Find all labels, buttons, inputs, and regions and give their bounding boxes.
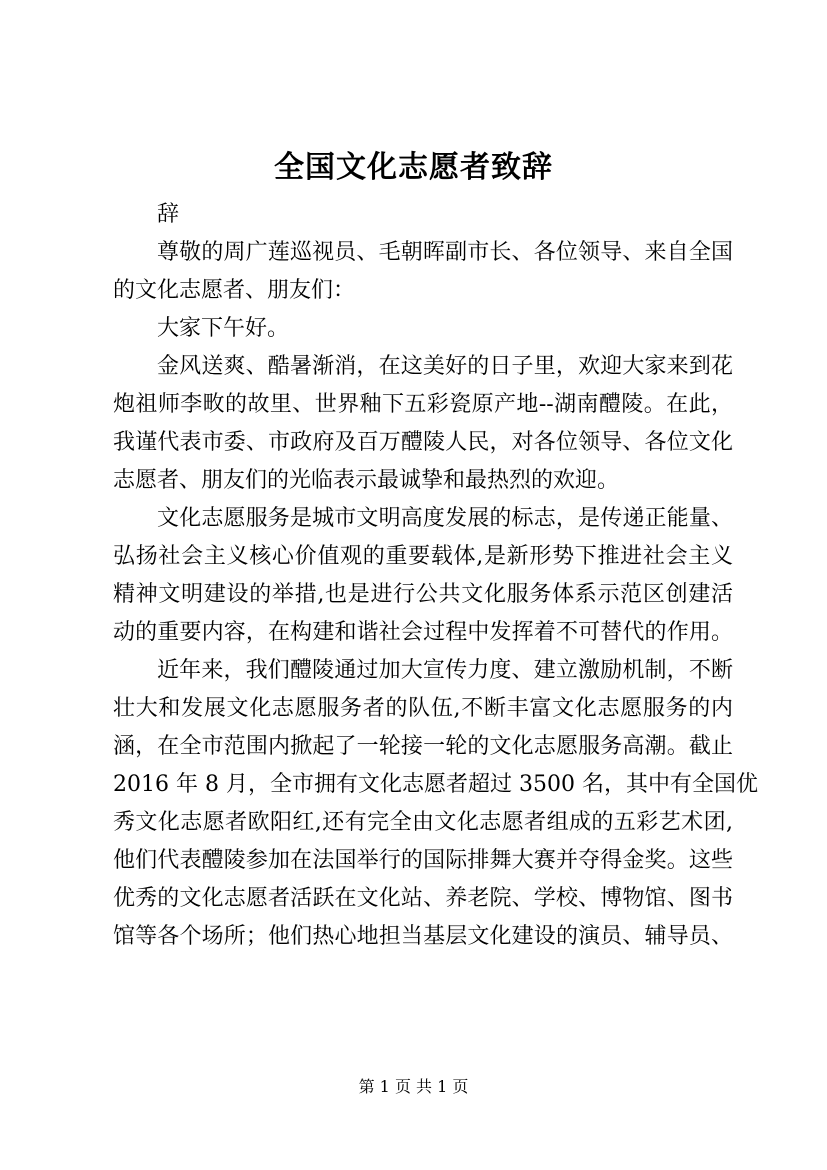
text-line: 秀文化志愿者欧阳红,还有完全由文化志愿者组成的五彩艺术团,: [113, 810, 733, 835]
text-line: 的文化志愿者、朋友们：: [113, 278, 356, 303]
document-body: [113, 196, 758, 956]
text-line: 大家下午好。: [157, 316, 290, 341]
text-line: 馆等各个场所；他们热心地担当基层文化建设的演员、辅导员、: [113, 924, 733, 949]
text-line: 优秀的文化志愿者活跃在文化站、养老院、学校、博物馆、图书: [113, 886, 733, 911]
text-line: 壮大和发展文化志愿服务者的队伍,不断丰富文化志愿服务的内: [113, 696, 733, 721]
text-line: 辞: [157, 202, 180, 227]
text-line: 近年来，我们醴陵通过加大宣传力度、建立激励机制，不断: [157, 658, 733, 683]
text-line: 精神文明建设的举措,也是进行公共文化服务体系示范区创建活: [113, 582, 733, 607]
text-line: 弘扬社会主义核心价值观的重要载体,是新形势下推进社会主义: [113, 544, 733, 569]
text-line: 2016 年 8 月，全市拥有文化志愿者超过 3500 名，其中有全国优: [113, 772, 758, 797]
page-footer: 第 1 页 共 1 页: [358, 1077, 469, 1096]
text-line: 志愿者、朋友们的光临表示最诚挚和最热烈的欢迎。: [113, 468, 620, 493]
document-title: 全国文化志愿者致辞: [274, 150, 553, 185]
text-line: 涵，在全市范围内掀起了一轮接一轮的文化志愿服务高潮。截止: [113, 734, 733, 759]
text-line: 我谨代表市委、市政府及百万醴陵人民，对各位领导、各位文化: [113, 430, 733, 455]
text-line: 尊敬的周广莲巡视员、毛朝晖副市长、各位领导、来自全国: [157, 240, 733, 265]
text-line: 动的重要内容，在构建和谐社会过程中发挥着不可替代的作用。: [113, 620, 733, 645]
text-line: 他们代表醴陵参加在法国举行的国际排舞大赛并夺得金奖。这些: [113, 848, 733, 873]
text-line: 文化志愿服务是城市文明高度发展的标志，是传递正能量、: [157, 506, 733, 531]
text-line: 金风送爽、酷暑渐消，在这美好的日子里，欢迎大家来到花: [157, 354, 733, 379]
text-line: 炮祖师李畋的故里、世界釉下五彩瓷原产地--湖南醴陵。在此，: [113, 392, 733, 417]
